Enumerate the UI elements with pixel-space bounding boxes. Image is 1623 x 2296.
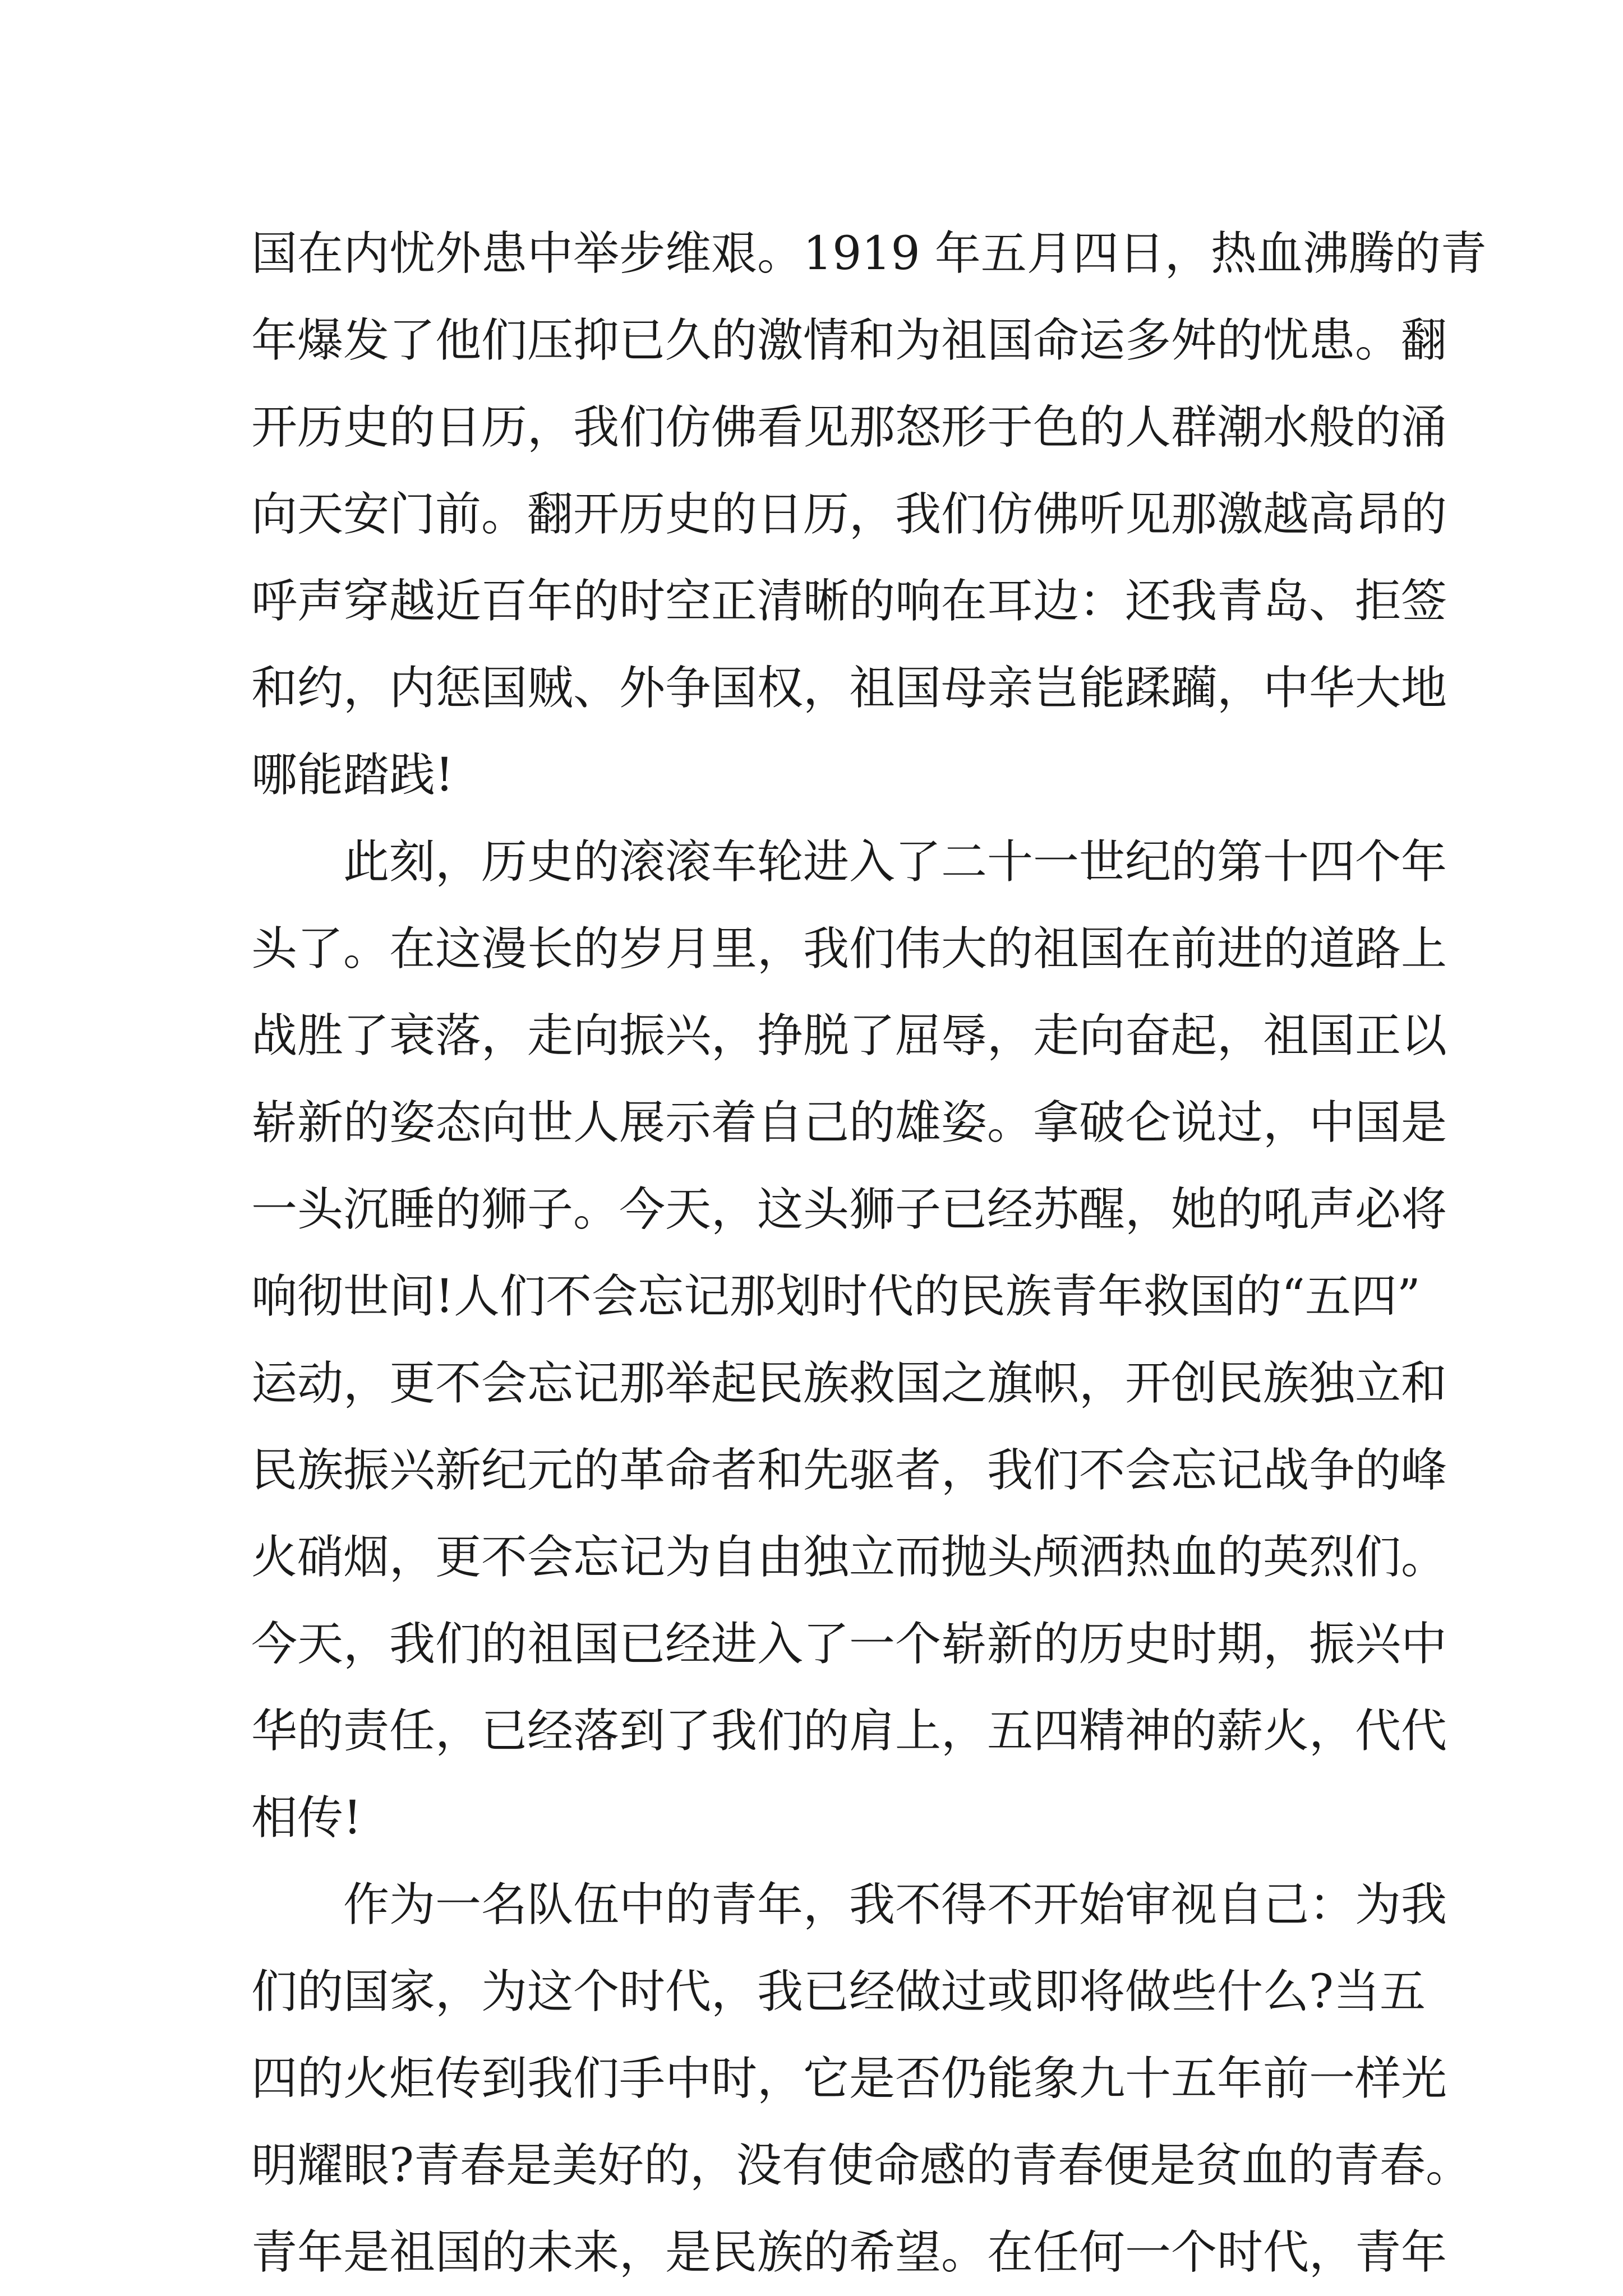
- text-line: 们的国家，为这个时代，我已经做过或即将做些什么?当五: [251, 1965, 1426, 2018]
- text-line: 哪能踏践!: [251, 749, 454, 802]
- text-line: 开历史的日历，我们仿佛看见那怒形于色的人群潮水般的涌: [251, 401, 1447, 454]
- text-line: 头了。在这漫长的岁月里，我们伟大的祖国在前进的道路上: [251, 922, 1447, 976]
- paragraph-3: [251, 1861, 1472, 2296]
- text-line: 和约，内惩国贼、外争国权，祖国母亲岂能蹂躏，中华大地: [251, 662, 1447, 715]
- text-line: 火硝烟，更不会忘记为自由独立而抛头颅洒热血的英烈们。: [251, 1531, 1447, 1584]
- text-line: 一头沉睡的狮子。今天，这头狮子已经苏醒，她的吼声必将: [251, 1183, 1447, 1236]
- text-line: 作为一名队伍中的青年，我不得不开始审视自己：为我: [343, 1878, 1447, 1932]
- text-line: 运动，更不会忘记那举起民族救国之旗帜，开创民族独立和: [251, 1357, 1447, 1410]
- text-line: 华的责任，已经落到了我们的肩上，五四精神的薪火，代代: [251, 1704, 1447, 1758]
- text-line: 民族振兴新纪元的革命者和先驱者，我们不会忘记战争的峰: [251, 1444, 1447, 1497]
- text-line: 四的火炬传到我们手中时，它是否仍能象九十五年前一样光: [251, 2052, 1447, 2105]
- text-line: 向天安门前。翻开历史的日历，我们仿佛听见那激越高昂的: [251, 488, 1447, 541]
- text-line: 崭新的姿态向世人展示着自己的雄姿。拿破仑说过，中国是: [251, 1096, 1447, 1149]
- document-body: [251, 210, 1487, 2296]
- text-line: 此刻，历史的滚滚车轮进入了二十一世纪的第十四个年: [343, 835, 1447, 889]
- text-line: 明耀眼?青春是美好的，没有使命感的青春便是贫血的青春。: [251, 2139, 1472, 2192]
- text-line: 今天，我们的祖国已经进入了一个崭新的历史时期，振兴中: [251, 1618, 1447, 1671]
- paragraph-1: [251, 210, 1487, 819]
- text-line: 呼声穿越近百年的时空正清晰的响在耳边：还我青岛、拒签: [251, 575, 1447, 628]
- text-line: 国在内忧外患中举步维艰。1919 年五月四日，热血沸腾的青: [251, 227, 1487, 280]
- text-line: 年爆发了他们压抑已久的激情和为祖国命运多舛的忧患。翻: [251, 314, 1447, 367]
- paragraph-2: [251, 819, 1447, 1861]
- text-line: 相传!: [251, 1791, 362, 1845]
- text-line: 青年是祖国的未来，是民族的希望。在任何一个时代，青年: [251, 2226, 1447, 2279]
- text-line: 响彻世间!人们不会忘记那划时代的民族青年救国的“五四”: [251, 1270, 1421, 1323]
- text-line: 战胜了衰落，走向振兴，挣脱了屈辱，走向奋起，祖国正以: [251, 1009, 1447, 1062]
